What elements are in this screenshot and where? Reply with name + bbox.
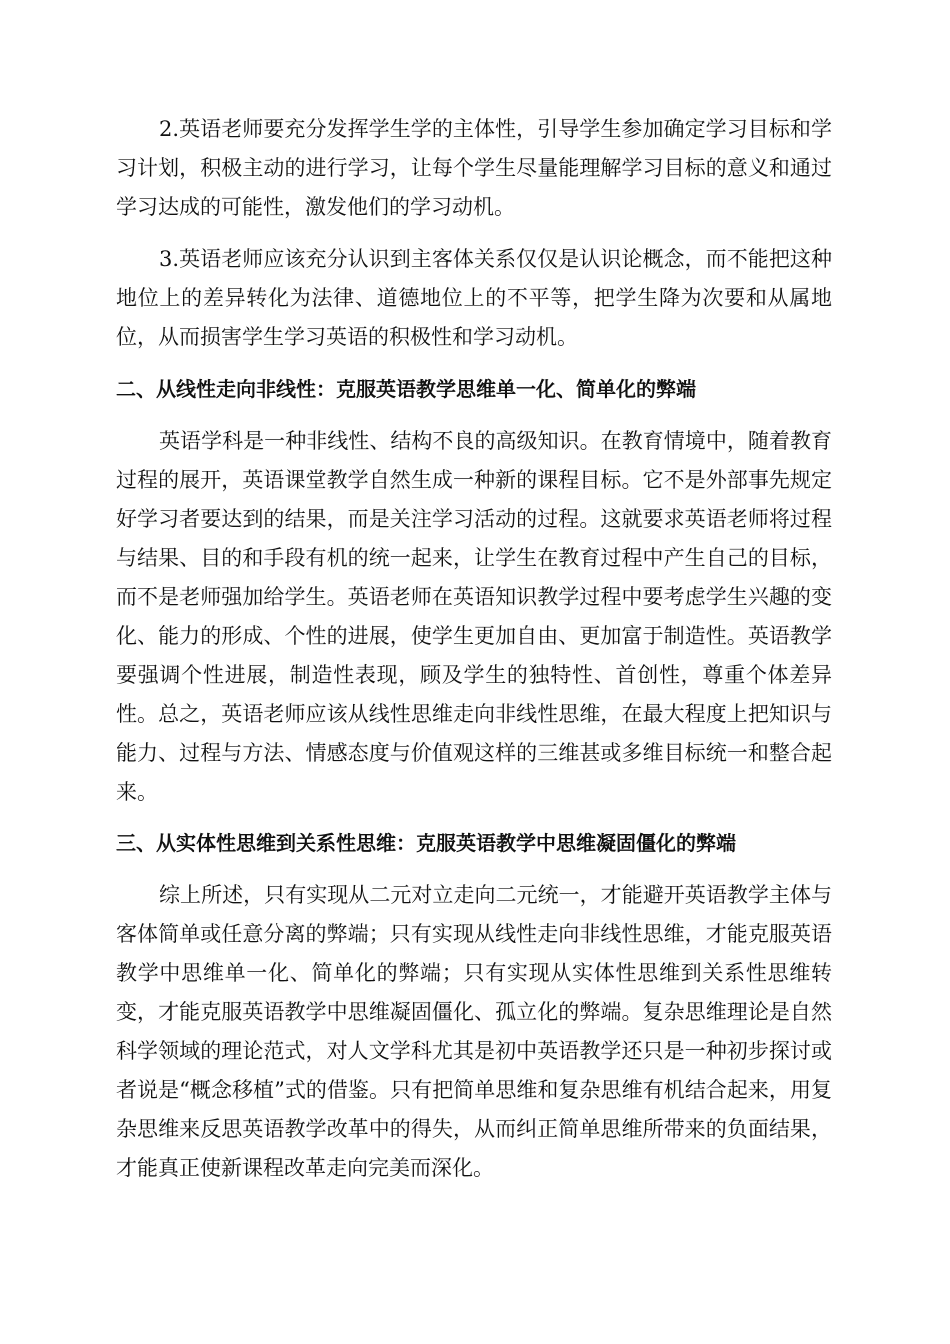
section-heading-2: 二、从线性走向非线性：克服英语教学思维单一化、简单化的弊端 [116,377,696,401]
paragraph-section-2-body: 英语学科是一种非线性、结构不良的高级知识。在教育情境中，随着教育过程的展开，英语课堂教学自然生成一种新的课程目标。它不是外部事先规定好学习者要达到的结果，而是关注学习活动的过程。这就要求英语老师将过程与结果、目的和手段有机的统一起来，让学生在教育过程中产生自己的目标，而不是老师强加给学生。英语老师在英语知识教学过程中要考虑学生兴趣的变化、能力的形成、个性的进展，使学生更加自由、更加富于制造性。英语教学要强调个性进展，制造性表现，顾及学生的独特性、首创性，尊重个体差异性。总之，英语老师应该从线性思维走向非线性思维，在最大程度上把知识与能力、过程与方法、情感态度与价值观这样的三维甚或多维目标统一和整合起来。 [116,429,832,804]
document-page [116,110,832,1188]
paragraph-point-3: 3.英语老师应该充分认识到主客体关系仅仅是认识论概念，而不能把这种地位上的差异转化为法律、道德地位上的不平等，把学生降为次要和从属地位，从而损害学生学习英语的积极性和学习动机。 [116,247,832,349]
section-heading-3: 三、从实体性思维到关系性思维：克服英语教学中思维凝固僵化的弊端 [116,831,736,855]
paragraph-conclusion: 综上所述，只有实现从二元对立走向二元统一，才能避开英语教学主体与客体简单或任意分离的弊端；只有实现从线性走向非线性思维，才能克服英语教学中思维单一化、简单化的弊端；只有实现从实体性思维到关系性思维转变，才能克服英语教学中思维凝固僵化、孤立化的弊端。复杂思维理论是自然科学领域的理论范式，对人文学科尤其是初中英语教学还只是一种初步探讨或者说是“概念移植”式的借鉴。只有把简单思维和复杂思维有机结合起来，用复杂思维来反思英语教学改革中的得失，从而纠正简单思维所带来的负面结果，才能真正使新课程改革走向完美而深化。 [116,883,832,1180]
paragraph-point-2: 2.英语老师要充分发挥学生学的主体性，引导学生参加确定学习目标和学习计划，积极主动的进行学习，让每个学生尽量能理解学习目标的意义和通过学习达成的可能性，激发他们的学习动机。 [116,117,832,219]
